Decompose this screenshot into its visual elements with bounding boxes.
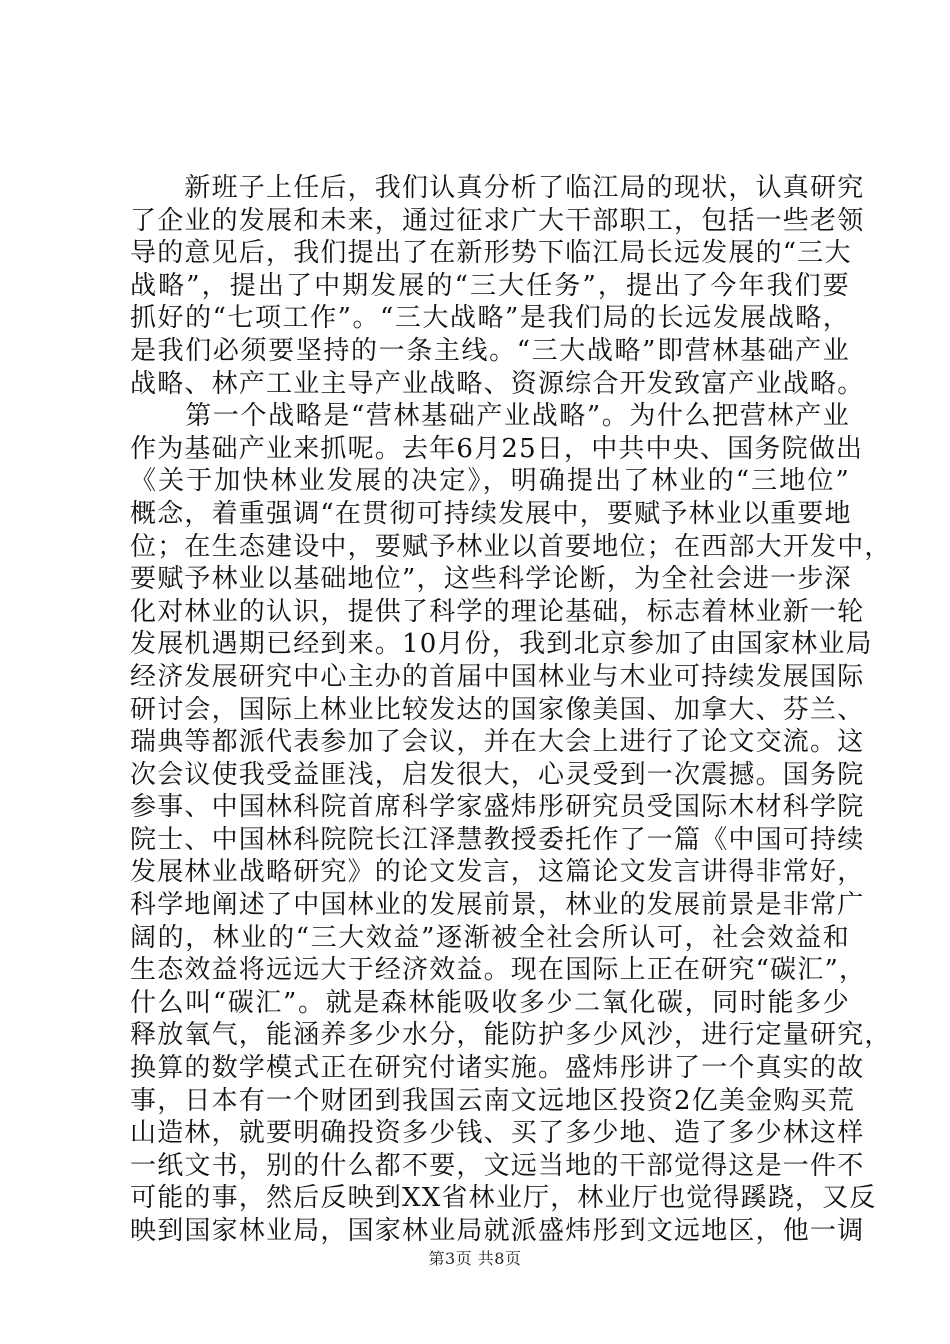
text-line: 经济发展研究中心主办的首届中国林业与木业可持续发展国际 xyxy=(130,661,865,692)
text-line: 了企业的发展和未来，通过征求广大干部职工，包括一些老领 xyxy=(130,205,865,236)
text-line: 战略”，提出了中期发展的“三大任务”，提出了今年我们要 xyxy=(130,270,850,301)
text-line: 发展林业战略研究》的论文发言，这篇论文发言讲得非常好， xyxy=(130,857,865,888)
text-line: 山造林，就要明确投资多少钱、买了多少地、造了多少林这样 xyxy=(130,1118,865,1149)
text-line: 生态效益将远远大于经济效益。现在国际上正在研究“碳汇”， xyxy=(130,955,867,986)
text-line: 是我们必须要坚持的一条主线。“三大战略”即营林基础产业 xyxy=(130,335,850,366)
text-line: 要赋予林业以基础地位”，这些科学论断，为全社会进一步深 xyxy=(130,564,852,595)
text-line: 抓好的“七项工作”。“三大战略”是我们局的长远发展战略， xyxy=(130,303,850,334)
text-line: 作为基础产业来抓呢。去年6月25日，中共中央、国务院做出 xyxy=(130,433,864,464)
text-line: 科学地阐述了中国林业的发展前景，林业的发展前景是非常广 xyxy=(130,890,865,921)
text-line: 瑞典等都派代表参加了会议，并在大会上进行了论文交流。这 xyxy=(130,727,865,758)
text-line: 一纸文书，别的什么都不要，文远当地的干部觉得这是一件不 xyxy=(130,1150,865,1181)
text-line: 事，日本有一个财团到我国云南文远地区投资2亿美金购买荒 xyxy=(130,1085,855,1116)
text-line: 换算的数学模式正在研究付诸实施。盛炜彤讲了一个真实的故 xyxy=(130,1053,865,1084)
text-line: 释放氧气，能涵养多少水分，能防护多少风沙，进行定量研究， xyxy=(130,1020,892,1051)
text-line: 化对林业的认识，提供了科学的理论基础，标志着林业新一轮 xyxy=(130,596,865,627)
text-line: 新班子上任后，我们认真分析了临江局的现状，认真研究 xyxy=(130,173,865,203)
text-line: 概念，着重强调“在贯彻可持续发展中，要赋予林业以重要地 xyxy=(130,498,852,529)
text-line: 导的意见后，我们提出了在新形势下临江局长远发展的“三大 xyxy=(130,238,852,269)
text-line: 次会议使我受益匪浅，启发很大，心灵受到一次震撼。国务院 xyxy=(130,759,865,790)
text-line: 参事、中国林科院首席科学家盛炜彤研究员受国际木材科学院 xyxy=(130,792,865,823)
text-line: 发展机遇期已经到来。10月份，我到北京参加了由国家林业局 xyxy=(130,629,873,660)
text-line: 阔的，林业的“三大效益”逐渐被全社会所认可，社会效益和 xyxy=(130,922,850,953)
text-line: 院士、中国林科院院长江泽慧教授委托作了一篇《中国可持续 xyxy=(130,824,865,855)
text-line: 《关于加快林业发展的决定》，明确提出了林业的“三地位” xyxy=(130,466,850,497)
text-line: 什么叫“碳汇”。就是森林能吸收多少二氧化碳，同时能多少 xyxy=(130,987,850,1018)
body-text xyxy=(130,172,892,1248)
text-line: 位；在生态建设中，要赋予林业以首要地位；在西部大开发中， xyxy=(130,531,892,562)
text-line: 映到国家林业局，国家林业局就派盛炜彤到文远地区，他一调 xyxy=(130,1216,865,1246)
text-line: 研讨会，国际上林业比较发达的国家像美国、加拿大、芬兰、 xyxy=(130,694,865,725)
page-footer: 第3页 共8页 xyxy=(428,1249,522,1268)
text-line: 第一个战略是“营林基础产业战略”。为什么把营林产业 xyxy=(130,401,850,432)
text-line: 可能的事，然后反映到XX省林业厅，林业厅也觉得蹊跷，又反 xyxy=(130,1183,877,1214)
text-line: 战略、林产工业主导产业战略、资源综合开发致富产业战略。 xyxy=(130,368,865,399)
